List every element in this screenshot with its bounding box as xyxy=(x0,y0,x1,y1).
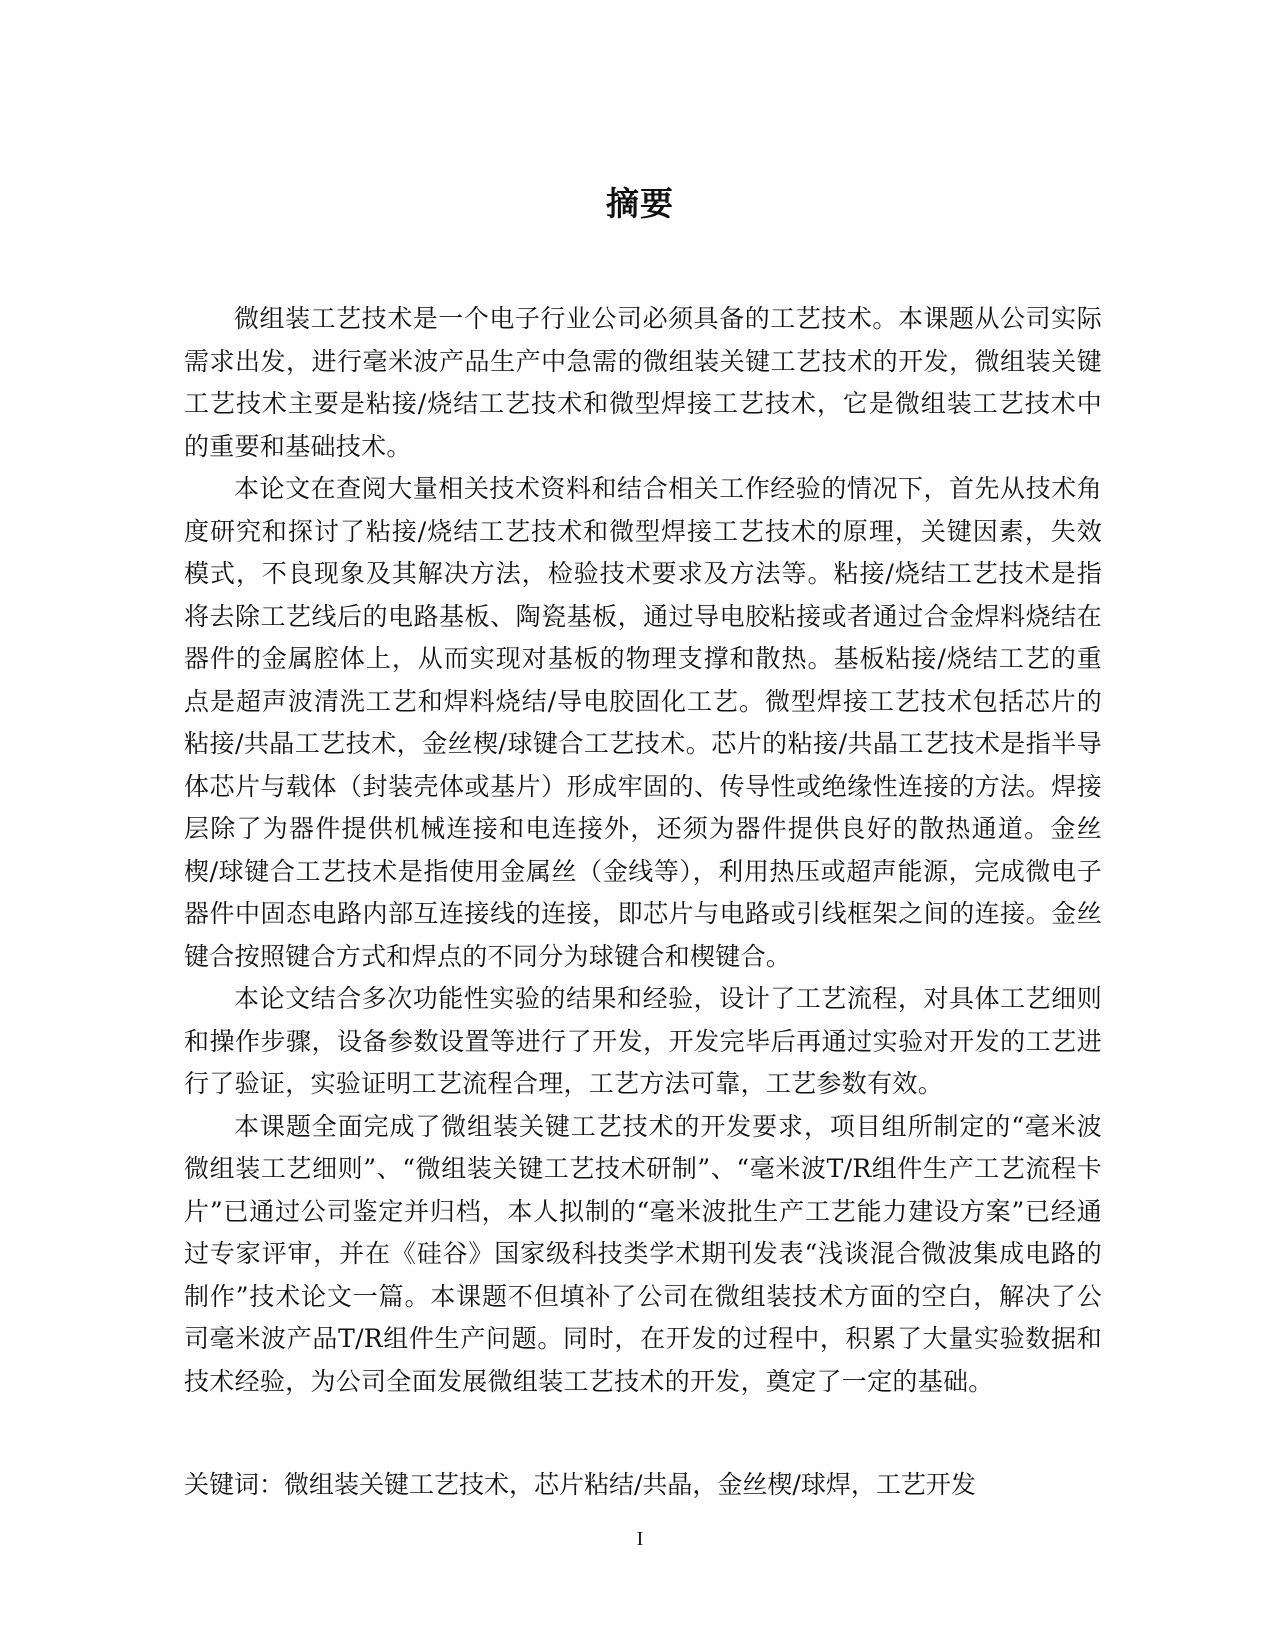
abstract-paragraph-4: 本课题全面完成了微组装关键工艺技术的开发要求，项目组所制定的“毫米波微组装工艺细则”、“微组装关键工艺技术研制”、“毫米波T/R组件生产工艺流程卡片”已通过公司鉴定并归档，本人拟制的“毫米波批生产工艺能力建设方案”已经通过专家评审，并在《硅谷》国家级科技类学术期刊发表“浅谈混合微波集成电路的制作”技术论文一篇。本课题不但填补了公司在微组装技术方面的空白，解决了公司毫米波产品T/R组件生产问题。同时，在开发的过程中，积累了大量实验数据和技术经验，为公司全面发展微组装工艺技术的开发，奠定了一定的基础。 xyxy=(184,1111,1102,1396)
keywords-line: 关键词：微组装关键工艺技术，芯片粘结/共晶，金丝楔/球焊，工艺开发 xyxy=(184,1470,976,1499)
abstract-paragraph-3: 本论文结合多次功能性实验的结果和经验，设计了工艺流程，对具体工艺细则和操作步骤，设备参数设置等进行了开发，开发完毕后再通过实验对开发的工艺进行了验证，实验证明工艺流程合理，工艺方法可靠，工艺参数有效。 xyxy=(184,984,1102,1098)
abstract-body xyxy=(184,298,1102,1403)
abstract-paragraph-2: 本论文在查阅大量相关技术资料和结合相关工作经验的情况下，首先从技术角度研究和探讨了粘接/烧结工艺技术和微型焊接工艺技术的原理，关键因素，失效模式，不良现象及其解决方法，检验技术要求及方法等。粘接/烧结工艺技术是指将去除工艺线后的电路基板、陶瓷基板，通过导电胶粘接或者通过合金焊料烧结在器件的金属腔体上，从而实现对基板的物理支撑和散热。基板粘接/烧结工艺的重点是超声波清洗工艺和焊料烧结/导电胶固化工艺。微型焊接工艺技术包括芯片的粘接/共晶工艺技术，金丝楔/球键合工艺技术。芯片的粘接/共晶工艺技术是指半导体芯片与载体（封装壳体或基片）形成牢固的、传导性或绝缘性连接的方法。焊接层除了为器件提供机械连接和电连接外，还须为器件提供良好的散热通道。金丝楔/球键合工艺技术是指使用金属丝（金线等），利用热压或超声能源，完成微电子器件中固态电路内部互连接线的连接，即芯片与电路或引线框架之间的连接。金丝键合按照键合方式和焊点的不同分为球键合和楔键合。 xyxy=(184,474,1102,971)
abstract-paragraph-1: 微组装工艺技术是一个电子行业公司必须具备的工艺技术。本课题从公司实际需求出发，进行毫米波产品生产中急需的微组装关键工艺技术的开发，微组装关键工艺技术主要是粘接/烧结工艺技术和微型焊接工艺技术，它是微组装工艺技术中的重要和基础技术。 xyxy=(184,304,1102,461)
page-title: 摘要 xyxy=(606,184,674,223)
page-number: I xyxy=(636,1528,644,1550)
